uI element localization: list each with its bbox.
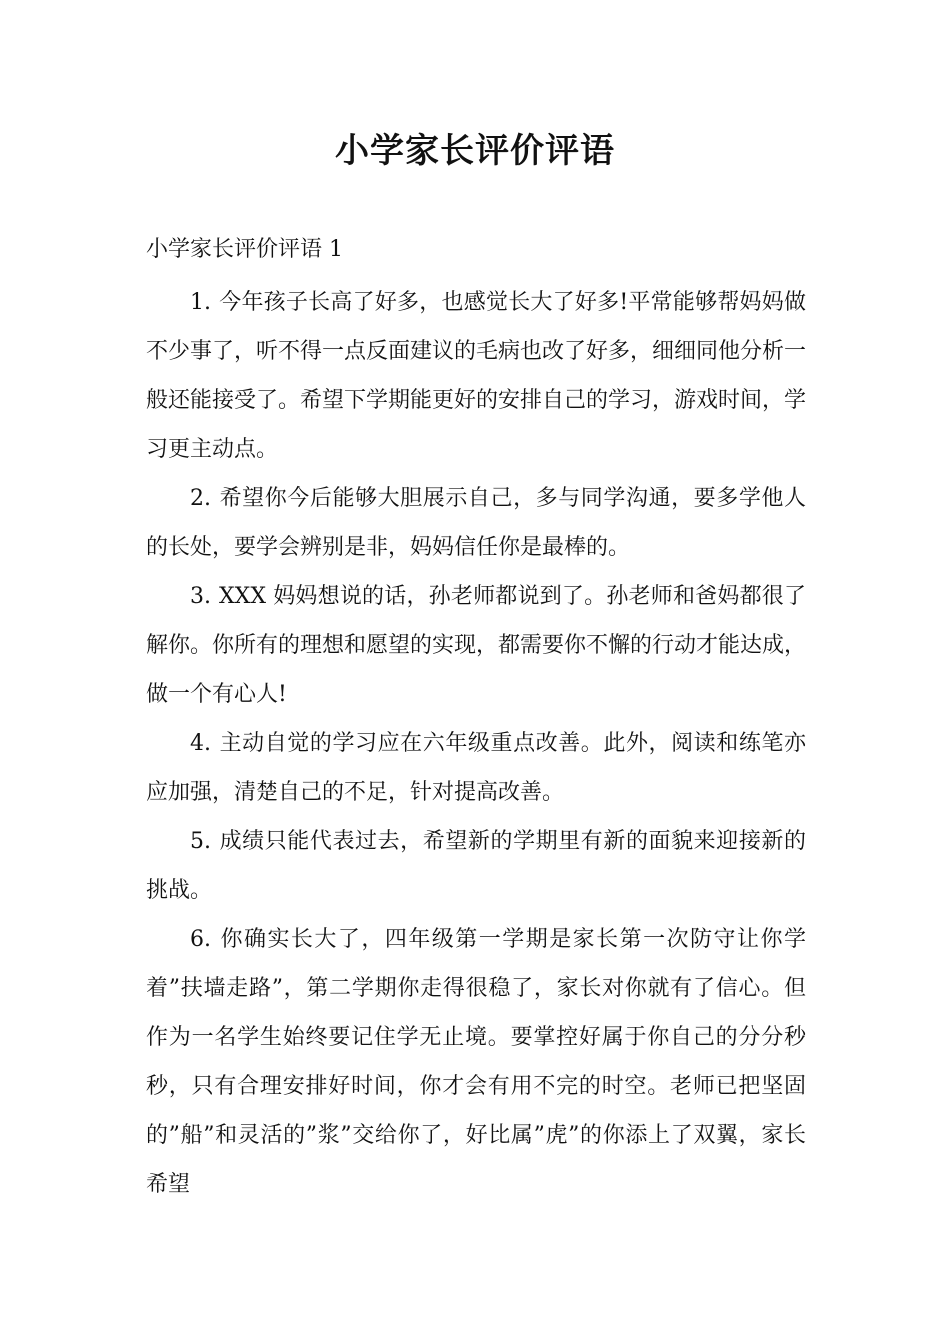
paragraph-text: 希望你今后能够大胆展示自己，多与同学沟通，要多学他人的长处，要学会辨别是非，妈妈信任你是最棒的。 [146,486,806,560]
paragraph-1 [146,278,806,474]
paragraph-number: 6. [190,927,211,952]
section-heading: 小学家长评价评语 1 [146,237,343,262]
document-title: 小学家长评价评语 [335,131,615,171]
paragraph-number: 2. [190,486,211,511]
paragraph-number: 4. [190,731,211,756]
paragraph-text: 主动自觉的学习应在六年级重点改善。此外，阅读和练笔亦应加强，清楚自己的不足，针对提高改善。 [146,731,806,805]
paragraph-5 [146,817,806,915]
paragraph-2 [146,474,806,572]
paragraph-4 [146,719,806,817]
paragraph-3 [146,572,806,719]
paragraph-text: 成绩只能代表过去，希望新的学期里有新的面貌来迎接新的挑战。 [146,829,806,903]
paragraph-text: XXX 妈妈想说的话，孙老师都说到了。孙老师和爸妈都很了解你。你所有的理想和愿望的实现，都需要你不懈的行动才能达成，做一个有心人! [146,584,807,707]
paragraph-text: 你确实长大了，四年级第一学期是家长第一次防守让你学着”扶墙走路”，第二学期你走得很稳了，家长对你就有了信心。但作为一名学生始终要记住学无止境。要掌控好属于你自己的分分秒秒，只有合理安排好时间，你才会有用不完的时空。老师已把坚固的”船”和灵活的”浆”交给你了，好比属”虎”的你添上了双翼，家长希望 [146,927,807,1197]
paragraph-number: 5. [190,829,211,854]
document-body [146,278,806,1209]
paragraph-6 [146,915,806,1209]
paragraph-number: 3. [190,584,211,609]
paragraph-text: 今年孩子长高了好多，也感觉长大了好多!平常能够帮妈妈做不少事了，听不得一点反面建议的毛病也改了好多，细细同他分析一般还能接受了。希望下学期能更好的安排自己的学习，游戏时间，学习更主动点。 [146,290,807,462]
paragraph-number: 1. [190,290,211,315]
